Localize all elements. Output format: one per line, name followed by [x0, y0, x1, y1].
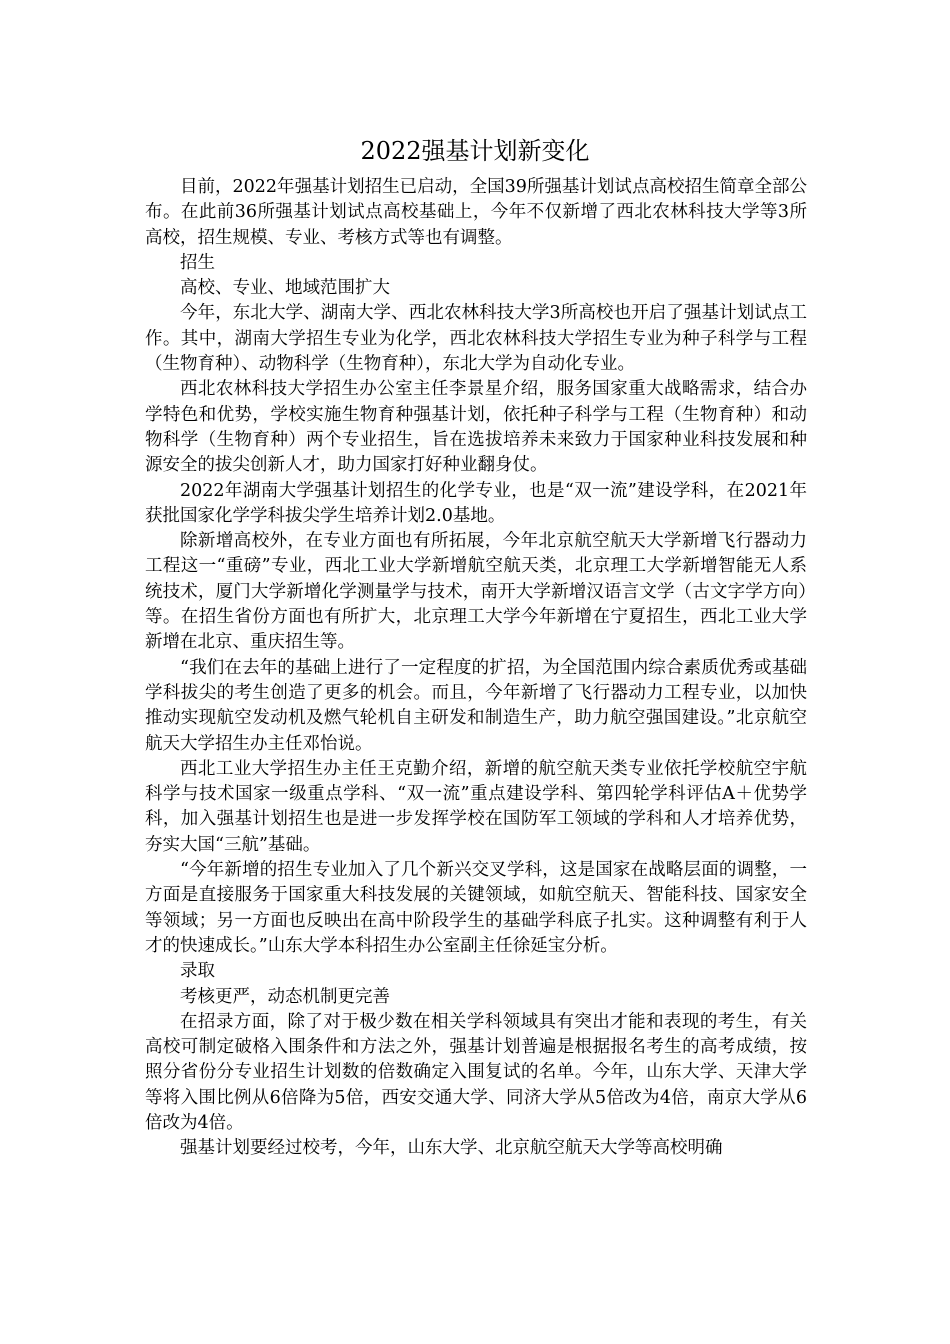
paragraph-nwafu-quote: 西北农林科技大学招生办公室主任李景星介绍，服务国家重大战略需求，结合办学特色和优势，学校实施生物育种强基计划，依托种子科学与工程（生物育种）和动物科学（生物育种）两个专业招生，旨在选拔培养未来致力于国家种业科技发展和种源安全的拔尖创新人才，助力国家打好种业翻身仗。 — [145, 379, 807, 476]
paragraph-admission-ratio: 在招录方面，除了对于极少数在相关学科领域具有突出才能和表现的考生，有关高校可制定破格入围条件和方法之外，强基计划普遍是根据报名考生的高考成绩，按照分省份分专业招生计划数的倍数确定入围复试的名单。今年，山东大学、天津大学等将入围比例从6倍降为5倍，西安交通大学、同济大学从5倍改为4倍，南京大学从6倍改为4倍。 — [145, 1011, 807, 1133]
paragraph-buaa-quote: “我们在去年的基础上进行了一定程度的扩招，为全国范围内综合素质优秀或基础学科拔尖的考生创造了更多的机会。而且，今年新增了飞行器动力工程专业，以加快推动实现航空发动机及燃气轮机自主研发和制造生产，助力航空强国建设。”北京航空航天大学招生办主任邓怡说。 — [145, 657, 807, 754]
paragraph-nwpu-quote: 西北工业大学招生办主任王克勤介绍，新增的航空航天类专业依托学校航空宇航科学与技术国家一级重点学科、“双一流”重点建设学科、第四轮学科评估A＋优势学科，加入强基计划招生也是进一步发挥学校在国防军工领域的学科和人才培养优势，夯实大国“三航”基础。 — [145, 758, 807, 855]
subheading-stricter-assessment: 考核更严，动态机制更完善 — [180, 986, 390, 1007]
paragraph-new-majors: 除新增高校外，在专业方面也有所拓展，今年北京航空航天大学新增飞行器动力工程这一“重磅”专业，西北工业大学新增航空航天类，北京理工大学新增智能无人系统技术，厦门大学新增化学测量学与技术，南开大学新增汉语言文学（古文字学方向）等。在招生省份方面也有所扩大，北京理工大学今年新增在宁夏招生，西北工业大学新增在北京、重庆招生等。 — [145, 531, 807, 653]
subheading-scope-expansion: 高校、专业、地域范围扩大 — [180, 278, 390, 299]
document-body — [145, 175, 807, 1162]
paragraph-hnu-chemistry: 2022年湖南大学强基计划招生的化学专业，也是“双一流”建设学科，在2021年获批国家化学学科拔尖学生培养计划2.0基地。 — [145, 480, 807, 526]
paragraph-new-universities: 今年，东北大学、湖南大学、西北农林科技大学3所高校也开启了强基计划试点工作。其中，湖南大学招生专业为化学，西北农林科技大学招生专业为种子科学与工程（生物育种）、动物科学（生物育种），东北大学为自动化专业。 — [145, 303, 807, 375]
document-title: 2022强基计划新变化 — [360, 137, 590, 165]
section-heading-enrollment: 招生 — [180, 252, 215, 273]
paragraph-sdu-quote: “今年新增的招生专业加入了几个新兴交叉学科，这是国家在战略层面的调整，一方面是直接服务于国家重大科技发展的关键领域，如航空航天、智能科技、国家安全等领域；另一方面也反映出在高中阶段学生的基础学科底子扎实。这种调整有利于人才的快速成长。”山东大学本科招生办公室副主任徐延宝分析。 — [145, 860, 807, 956]
paragraph-school-exam: 强基计划要经过校考，今年，山东大学、北京航空航天大学等高校明确 — [180, 1138, 723, 1159]
paragraph-intro: 目前，2022年强基计划招生已启动，全国39所强基计划试点高校招生简章全部公布。在此前36所强基计划试点高校基础上，今年不仅新增了西北农林科技大学等3所高校，招生规模、专业、考核方式等也有调整。 — [145, 177, 807, 248]
section-heading-admission: 录取 — [180, 961, 215, 982]
